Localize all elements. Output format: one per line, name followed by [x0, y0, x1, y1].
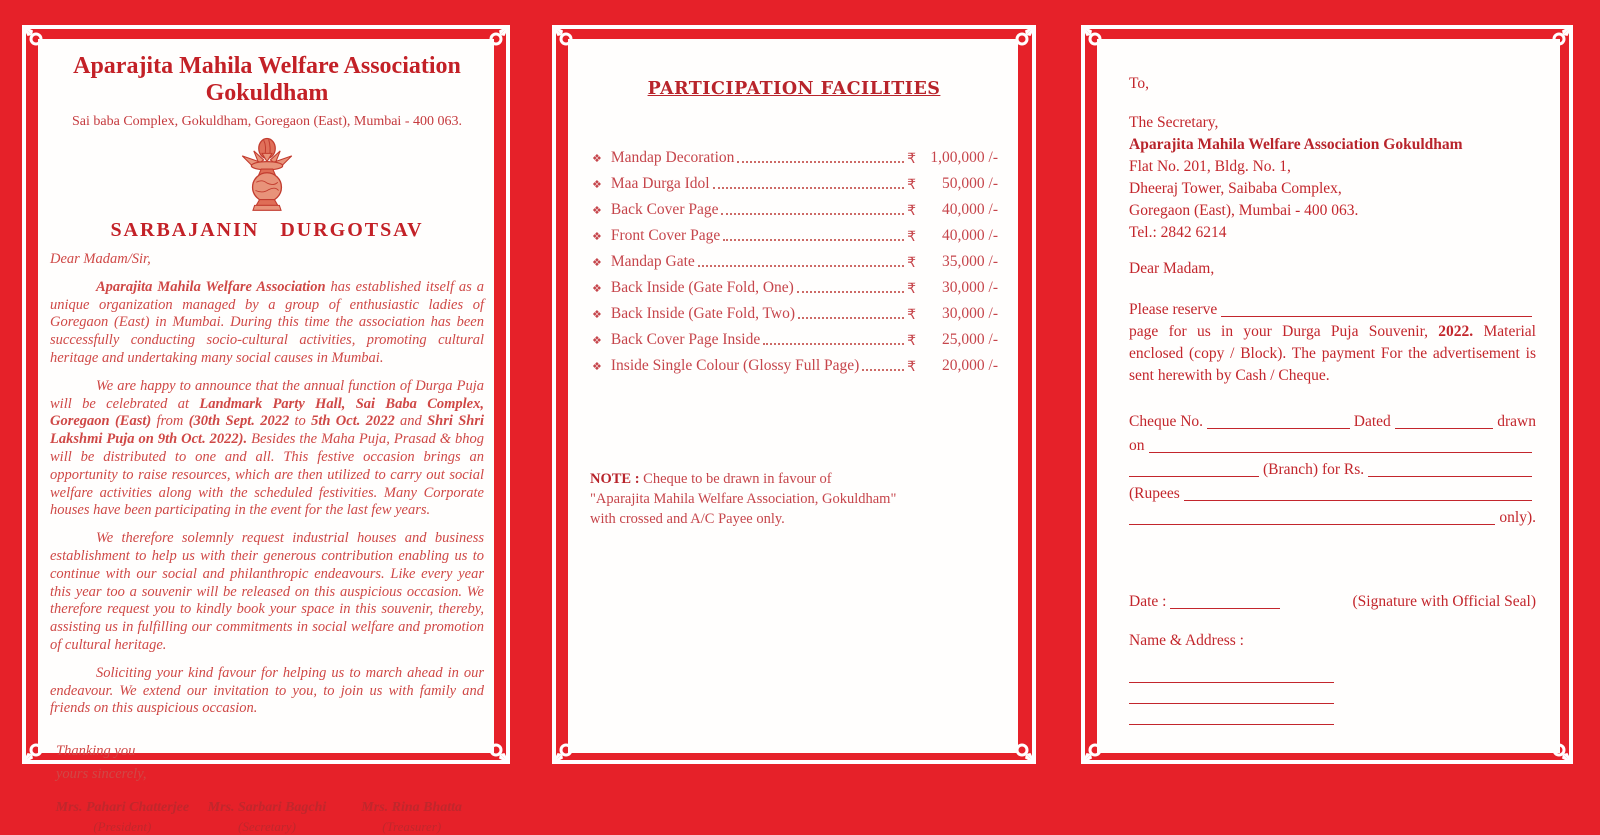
rupee-symbol: ₹ — [907, 307, 916, 323]
event-title: SARBAJANIN DURGOTSAV — [110, 219, 424, 241]
facilities-title: PARTICIPATION FACILITIES — [647, 79, 941, 99]
org-title-line2: Gokuldham — [205, 80, 329, 106]
note-block — [590, 469, 998, 529]
facility-item — [590, 271, 998, 297]
drawn-label: drawn — [1497, 413, 1536, 430]
diamond-bullet-icon: ❖ — [592, 256, 602, 269]
facility-item — [590, 141, 998, 167]
name-address-blank-1 — [1129, 682, 1334, 683]
facilities-list — [590, 141, 998, 375]
facility-amount: 20,000 /- — [942, 357, 998, 374]
rupees-words-blank2 — [1129, 524, 1495, 525]
panel-participation-facilities — [568, 39, 1018, 753]
recipient-address-line1: Flat No. 201, Bldg. No. 1, — [1129, 158, 1291, 175]
facility-label: Back Cover Page — [610, 201, 719, 218]
letter-paragraph-4: Soliciting your kind favour for helping us to march ahead in our endeavour. We extend our invitation to you, to join us with family and friends on this auspicious occasion. — [50, 664, 484, 717]
signatory-role: (President) — [93, 819, 152, 835]
dotted-leader — [723, 239, 904, 241]
facility-item — [590, 167, 998, 193]
panel-invitation-letter — [38, 39, 494, 835]
facility-label: Back Inside (Gate Fold, Two) — [610, 305, 796, 322]
rupee-symbol: ₹ — [907, 203, 916, 219]
form-salutation: Dear Madam, — [1129, 260, 1215, 277]
dotted-leader — [763, 343, 904, 345]
rupees-words-blank1 — [1184, 500, 1532, 501]
to-label: To, — [1129, 75, 1150, 92]
facility-amount: 40,000 /- — [942, 227, 998, 244]
facility-item — [590, 193, 998, 219]
facility-label: Back Cover Page Inside — [610, 331, 761, 348]
org-title-line1: Aparajita Mahila Welfare Association — [73, 53, 461, 79]
facility-amount: 30,000 /- — [942, 279, 998, 296]
facility-amount: 40,000 /- — [942, 201, 998, 218]
recipient-org-name: Aparajita Mahila Welfare Association Gokuldham — [1129, 136, 1463, 153]
recipient-telephone: Tel.: 2842 6214 — [1129, 224, 1227, 241]
rupee-symbol: ₹ — [907, 359, 916, 375]
name-address-blank-2 — [1129, 703, 1334, 704]
signatory-role: (Treasurer) — [382, 819, 442, 835]
bank-blank — [1149, 452, 1533, 453]
branch-label: (Branch) for Rs. — [1263, 461, 1365, 478]
signatories — [50, 800, 484, 835]
letter-paragraph-1: Aparajita Mahila Welfare Association has established itself as a unique organization managed by a group of enthusiastic ladies of Goregaon (East) in Mumbai. During this time the association has been successfully conducting socio-cultural activities, promoting cultural heritage and undertaking many social causes in Mumbai. — [50, 278, 484, 366]
diamond-bullet-icon: ❖ — [592, 152, 602, 165]
facility-item — [590, 297, 998, 323]
dotted-leader — [698, 265, 904, 267]
dotted-leader — [713, 187, 904, 189]
secretary-label: The Secretary, — [1129, 114, 1219, 131]
rupee-symbol: ₹ — [907, 333, 916, 349]
rupee-symbol: ₹ — [907, 255, 916, 271]
letter-paragraph-2: We are happy to announce that the annual function of Durga Puja will be celebrated at Landmark Party Hall, Sai Baba Complex, Goregaon (East) from (30th Sept. 2022 to 5th Oct. 2022 and Shri Shri Lakshmi Puja on 9th Oct. 2022). Besides the Maha Puja, Prasad & bhog will be distributed to one and all. This festive occasion brings an opportunity to raise resources, which are then utilized to carry out social welfare activities along with the scheduled festivities. Many Corporate houses have been participating in the event for the last few years. — [50, 377, 485, 519]
reserve-paragraph: page for us in your Durga Puja Souvenir, 2022. Material enclosed (copy / Block). The payment For the advertisement is sent herewith by Cash / Cheque. — [1129, 323, 1536, 384]
recipient-address-line2: Dheeraj Tower, Saibaba Complex, — [1129, 180, 1342, 197]
name-address-blank-3 — [1129, 724, 1334, 725]
facility-item — [590, 219, 998, 245]
diamond-bullet-icon: ❖ — [592, 334, 602, 347]
facility-item — [590, 245, 998, 271]
diamond-bullet-icon: ❖ — [592, 204, 602, 217]
diamond-bullet-icon: ❖ — [592, 360, 602, 373]
facility-item — [590, 323, 998, 349]
facility-label: Mandap Gate — [610, 253, 695, 270]
signatory — [50, 800, 195, 835]
note-line3: with crossed and A/C Payee only. — [590, 511, 785, 527]
facility-amount: 50,000 /- — [942, 175, 998, 192]
dated-blank — [1395, 428, 1493, 429]
note-line1: NOTE : Cheque to be drawn in favour of — [590, 471, 832, 487]
facility-amount: 25,000 /- — [942, 331, 998, 348]
only-label: only). — [1499, 509, 1536, 526]
rupees-label: (Rupees — [1129, 485, 1180, 502]
diamond-bullet-icon: ❖ — [592, 282, 602, 295]
dotted-leader — [798, 317, 904, 319]
note-line2: "Aparajita Mahila Welfare Association, Gokuldham" — [590, 491, 897, 507]
branch-blank — [1129, 476, 1259, 477]
signatory-name: Mrs. Rina Bhatta — [361, 800, 463, 816]
signatory — [339, 800, 484, 835]
facility-amount: 35,000 /- — [942, 253, 998, 270]
recipient-address-line3: Goregaon (East), Mumbai - 400 063. — [1129, 202, 1359, 219]
on-label: on — [1129, 437, 1145, 454]
facility-label: Back Inside (Gate Fold, One) — [610, 279, 794, 296]
facility-amount: 30,000 /- — [942, 305, 998, 322]
letter-salutation: Dear Madam/Sir, — [50, 251, 151, 267]
reserve-blank-line — [1221, 316, 1532, 317]
cheque-no-blank — [1207, 428, 1350, 429]
diamond-bullet-icon: ❖ — [592, 308, 602, 321]
facility-label: Front Cover Page — [610, 227, 721, 244]
date-label: Date : — [1129, 593, 1167, 610]
signatory-name: Mrs. Sarbari Bagchi — [207, 800, 327, 816]
signatory-role: (Secretary) — [238, 819, 296, 835]
facility-label: Mandap Decoration — [610, 149, 735, 166]
cheque-no-label: Cheque No. — [1129, 413, 1204, 430]
dotted-leader — [737, 161, 904, 163]
letter-paragraph-3: We therefore solemnly request industrial houses and business establishment to help us with their generous contribution enabling us to continue with our social and philanthropic endeavours. Like every year this year too a souvenir will be released on this auspicious occasion. We therefore request you to kindly book your space in this souvenir, thereby, assisting us in fulfilling our commitments in social welfare and promotion of cultural heritage. — [50, 530, 484, 653]
facility-label: Inside Single Colour (Glossy Full Page) — [610, 357, 860, 374]
date-blank — [1170, 608, 1280, 609]
amount-blank — [1368, 476, 1532, 477]
panel-booking-form — [1097, 39, 1560, 753]
rupee-symbol: ₹ — [907, 151, 916, 167]
kalash-icon — [234, 136, 300, 212]
dotted-leader — [862, 369, 904, 371]
rupee-symbol: ₹ — [907, 281, 916, 297]
facility-item — [590, 349, 998, 375]
signature-label: (Signature with Official Seal) — [1352, 593, 1536, 610]
closing-thanks: Thanking you — [56, 743, 136, 760]
closing-sincerely: yours sincerely, — [56, 766, 147, 783]
org-address: Sai baba Complex, Gokuldham, Goregaon (East), Mumbai - 400 063. — [72, 114, 462, 129]
org-title — [50, 53, 484, 107]
facility-amount: 1,00,000 /- — [930, 149, 998, 166]
dated-label: Dated — [1353, 413, 1391, 430]
facility-label: Maa Durga Idol — [610, 175, 710, 192]
dotted-leader — [797, 291, 904, 293]
dotted-leader — [721, 213, 904, 215]
signatory — [195, 800, 340, 835]
rupee-symbol: ₹ — [907, 177, 916, 193]
rupee-symbol: ₹ — [907, 229, 916, 245]
diamond-bullet-icon: ❖ — [592, 178, 602, 191]
reserve-label: Please reserve — [1129, 301, 1218, 318]
name-address-label: Name & Address : — [1129, 632, 1244, 649]
signatory-name: Mrs. Pahari Chatterjee — [55, 800, 190, 816]
diamond-bullet-icon: ❖ — [592, 230, 602, 243]
